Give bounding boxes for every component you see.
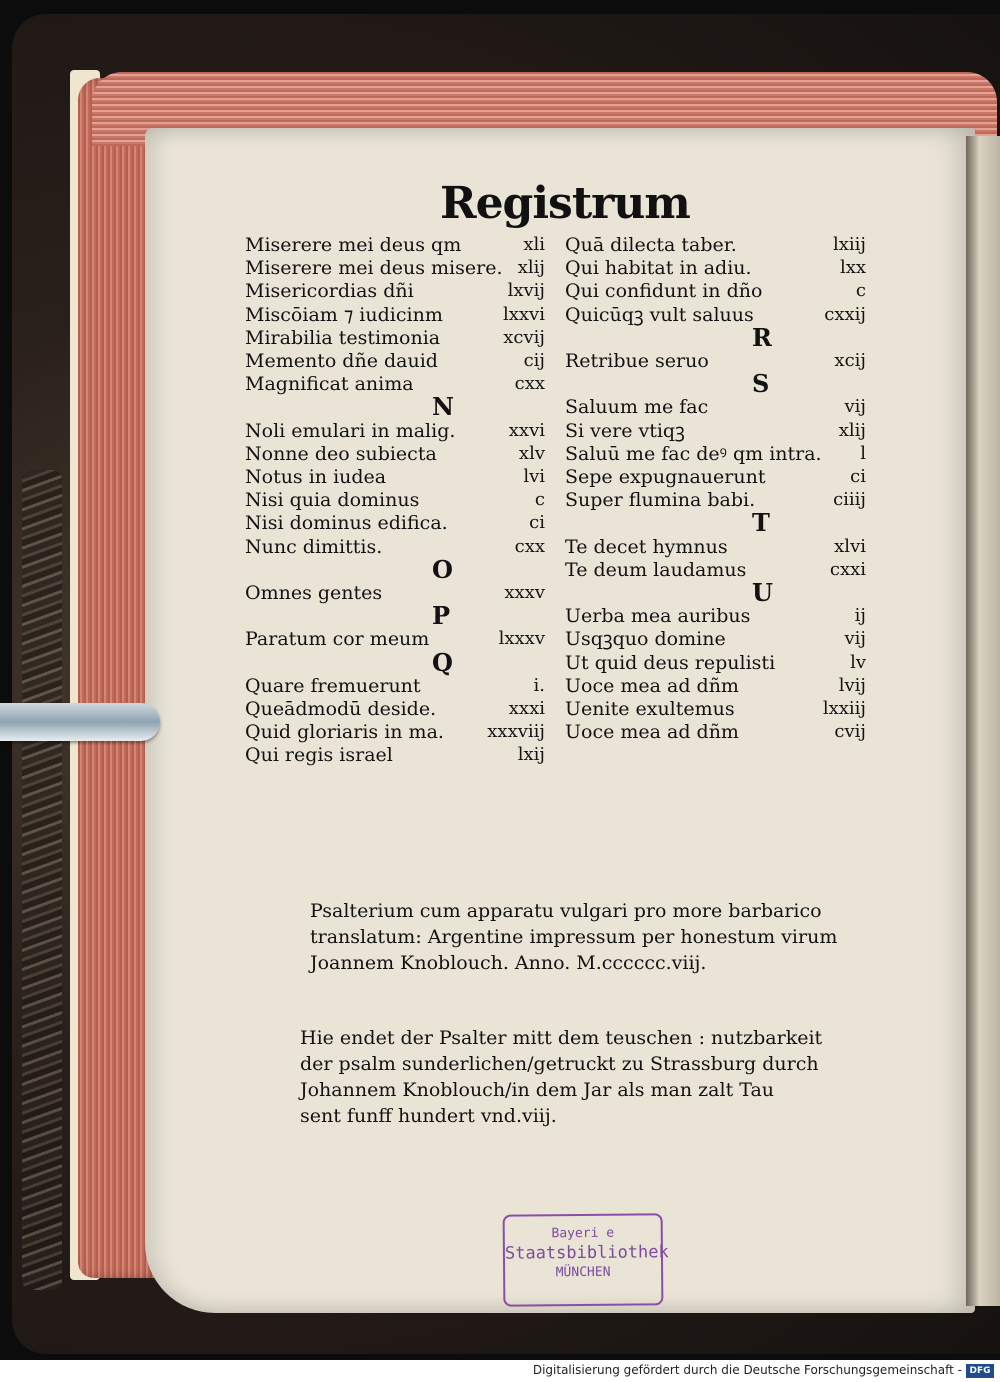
index-entry-text: Saluū me fac deꝰ qm intra. [565,442,822,465]
index-entry-text: Memento dñe dauid [245,350,438,372]
index-entry-number: xcvij [503,326,545,348]
index-entry-number: ij [854,605,866,627]
index-entry-text: Super flumina babi. [565,489,756,512]
index-entry-text: Ut quid deus repulisti [565,651,776,674]
index-entry-text: Retribue seruo [565,350,709,372]
stamp-line: Staatsbibliothek [504,1242,669,1264]
index-entry-number: vij [844,396,866,418]
index-entry-text: Sepe expugnauerunt [565,466,766,488]
colophon-german-line: der psalm sunderlichen/getruckt zu Strassburg durch [300,1053,819,1075]
index-entry-number: xlvi [834,535,866,557]
index-entry-number: lxiij [832,234,866,255]
index-entry-number: lxij [517,744,545,766]
index-entry-text: Qui regis israel [245,744,393,767]
index-section-letter: R [752,322,772,352]
index-entry-text: Qui confidunt in dño [565,280,763,303]
index-entry-number: lxxiij [822,698,866,719]
digitization-credit: Digitalisierung gefördert durch die Deutsche Forschungsgemeinschaft - [532,1363,962,1377]
colophon-german-line: Hie endet der Psalter mitt dem teuschen : nutzbarkeit [300,1027,823,1049]
index-section-letter: U [752,578,773,607]
index-entry-text: Misericordias dñi [245,280,414,303]
index-entry-text: Omnes gentes [245,582,383,604]
index-entry-text: Nunc dimittis. [245,535,383,558]
index-section-letter: P [432,601,451,631]
index-entry-text: Miserere mei deus qm [245,234,462,256]
index-entry-text: Nisi quia dominus [245,489,420,512]
index-entry-number: cxx [514,373,545,395]
index-section-letter: T [752,508,770,538]
index-entry-text: Magnificat anima [245,373,414,396]
dfg-logo: DFG [966,1364,994,1378]
page-gutter [966,136,1000,1306]
index-section-letter: N [432,392,454,422]
index-entry-text: Nonne deo subiecta [245,442,437,465]
index-entry-number: ciiij [833,489,866,511]
index-entry-number: lxx [839,257,866,279]
colophon-german [300,1025,830,1129]
index-entry-text: Saluum me fac [565,396,709,419]
index-entry-text: Qui habitat in adiu. [565,257,752,280]
colophon-german-line: sent funff hundert vnd.viij. [300,1105,557,1127]
colophon-latin-line: translatum: Argentine impressum per honestum virum [310,926,838,948]
index-section-letter: O [432,554,453,584]
index-entry-text: Usqꝫquo domine [565,628,726,651]
cover-texture [22,470,62,1290]
index-entry-text: Uerba mea auribus [565,605,751,628]
index-entry-number: c [855,280,866,302]
index-entry-text: Quare fremuerunt [245,674,421,697]
index-entry-number: xlv [518,442,545,464]
index-entry-text: Te deum laudamus [565,558,747,581]
index-entry-number: lxxvi [503,303,545,325]
index-entry-number: lxvij [507,280,545,302]
index-entry-number: vij [844,628,866,650]
index-entry-number: lvi [523,466,545,487]
stamp-line: Bayeri e [551,1225,615,1242]
index-entry-number: xlij [517,257,545,279]
index-entry-text: Miserere mei deus misere. [245,257,503,280]
index-entry-text: Quid gloriaris in ma. [245,721,444,744]
index-entry-number: cxxi [829,558,866,580]
index-entry-number: xxxv [504,582,545,603]
index-entry-text: Queādmodū deside. [245,698,437,720]
colophon-latin [310,898,838,976]
index-entry-number: cxxij [824,303,866,325]
index-entry-text: Miscōiam ⁊ iudicinm [245,303,443,326]
colophon-latin-line: Joannem Knoblouch. Anno. M.cccccc.viij. [310,952,707,974]
index-entry-text: Uoce mea ad dñm [565,721,739,744]
index-entry-text: Nisi dominus edifica. [245,512,448,535]
index-entry-number: ci [529,512,545,534]
index-entry-text: Quicūqꝫ vult saluus [565,303,754,326]
index-entry-number: lv [850,651,866,673]
index-section-letter: S [752,369,770,399]
index-entry-number: xlij [838,419,866,441]
index-entry-number: xcij [834,350,866,371]
index-entry-number: xxvi [508,419,545,441]
index-entry-text: Notus in iudea [245,466,387,488]
index-entry-number: lxxxv [498,628,545,650]
colophon-latin-line: Psalterium cum apparatu vulgari pro more barbarico [310,900,822,922]
bookmark-clip [0,703,160,741]
index-entry-text: Noli emulari in malig. [245,419,456,442]
index-entry-number: i. [533,674,545,696]
index-section-letter: Q [432,647,453,677]
index-entry-number: cxx [514,535,545,557]
library-stamp [503,1213,669,1306]
index-entry-text: Mirabilia testimonia [245,326,441,349]
index-entry-number: ci [850,466,866,487]
index-entry-text: Quā dilecta taber. [565,234,737,256]
index-entry-number: lvij [838,674,866,696]
index-entry-number: xxxi [508,698,545,719]
stamp-line: MÜNCHEN [555,1264,611,1281]
index-entry-text: Paratum cor meum [245,628,430,651]
index-entry-number: l [860,442,866,464]
colophon-german-line: Johannem Knoblouch/in dem Jar als man zalt Tau [300,1079,775,1101]
index-entry-number: xli [523,234,545,255]
index-entry-text: Te decet hymnus [565,535,728,558]
index-entry-number: cvij [834,721,866,743]
index-entry-number: cij [523,350,545,371]
index-entry-text: Si vere vtiqꝫ [565,419,685,442]
index-entry-text: Uenite exultemus [565,698,735,720]
index-entry-number: xxxviij [487,721,545,743]
index-entry-number: c [534,489,545,511]
index-entry-text: Uoce mea ad dñm [565,674,739,697]
page-title: Registrum [440,178,690,229]
